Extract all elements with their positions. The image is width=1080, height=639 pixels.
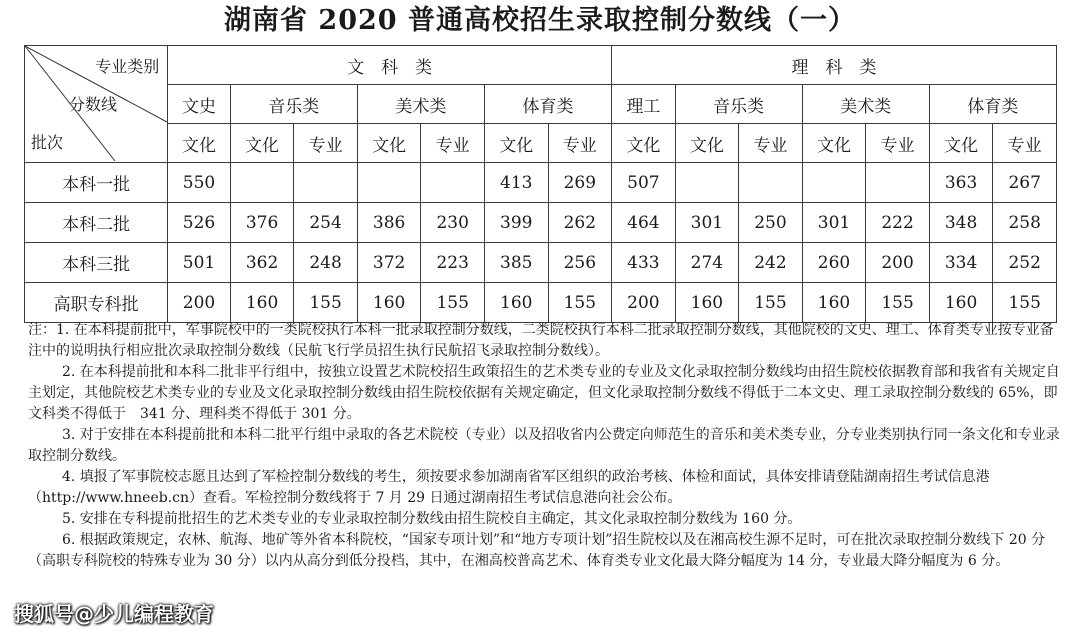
note-6: 6. 根据政策规定，农林、航海、地矿等外省本科院校，“国家专项计划”和“地方专项计划”招生院校以及在湘高校生源不足时，可在批次录取控制分数线下 20 分（高职专科院校的特殊专业为 30 分）以内从高分到低分投档，其中，在湘高校普高艺术、体育类专业文化最大降分幅度为 14 分，专业最大降分幅度为 6 分。 [28, 532, 1046, 569]
score-cell: 372 [357, 243, 421, 283]
batch-label: 本科二批 [25, 203, 168, 243]
note-4: 4. 填报了军事院校志愿且达到了军检控制分数线的考生，须按要求参加湖南省军区组织的政治考核、体检和面试，具体安排请登陆湖南招生考试信息港（http://www.hneeb.cn）查看。军检控制分数线将于 7 月 29 日通过湖南招生考试信息港向社会公布。 [28, 469, 990, 506]
score-cell: 526 [168, 203, 231, 243]
note-1: 注：1. 在本科提前批中，军事院校中的一类院校执行本科一批录取控制分数线，二类院校执行本科二批录取控制分数线，其他院校的文史、理工、体育类专业按专业备注中的说明执行相应批次录取控制分数线（民航飞行学员招生执行民航招飞录取控制分数线）。 [28, 322, 1054, 359]
subsub-header: 文化 [168, 124, 231, 163]
subsub-header: 文化 [802, 124, 866, 163]
score-cell [230, 163, 294, 203]
score-cell [421, 163, 485, 203]
score-cell: 413 [484, 163, 548, 203]
subhead-music-li: 音乐类 [675, 85, 802, 124]
table-row [25, 163, 1057, 203]
note-2: 2. 在本科提前批和本科二批非平行组中，按独立设置艺术院校招生政策招生的艺术类专业的专业及文化录取控制分数线均由招生院校依据教育部和我省有关规定自主划定，其他院校艺术类专业的专业及文化录取控制分数线由招生院校依据有关规定确定，但文化录取控制分数线不得低于二本文史、理工录取控制分数线的 65%，即文科类不得低于 341 分、理科类不得低于 301 分。 [28, 364, 1060, 422]
score-cell: 155 [421, 283, 485, 323]
score-cell: 200 [168, 283, 231, 323]
score-table [24, 45, 1057, 323]
score-cell: 363 [929, 163, 993, 203]
score-cell: 267 [993, 163, 1057, 203]
subhead-wenshi: 文史 [168, 85, 231, 124]
subsub-header: 文化 [484, 124, 548, 163]
score-cell: 260 [802, 243, 866, 283]
score-cell: 501 [168, 243, 231, 283]
table-row [25, 283, 1057, 323]
score-cell: 399 [484, 203, 548, 243]
score-cell: 386 [357, 203, 421, 243]
batch-label: 高职专科批 [25, 283, 168, 323]
score-cell [739, 163, 803, 203]
subhead-ligong: 理工 [612, 85, 676, 124]
score-cell [675, 163, 739, 203]
batch-label: 本科一批 [25, 163, 168, 203]
subhead-art-li: 美术类 [802, 85, 929, 124]
subsub-header: 文化 [357, 124, 421, 163]
score-cell: 155 [993, 283, 1057, 323]
score-cell: 230 [421, 203, 485, 243]
score-cell: 334 [929, 243, 993, 283]
page-title: 湖南省 2020 普通高校招生录取控制分数线（一） [224, 5, 856, 36]
score-cell: 250 [739, 203, 803, 243]
score-cell: 160 [675, 283, 739, 323]
subsub-header: 文化 [929, 124, 993, 163]
score-cell: 262 [548, 203, 612, 243]
score-cell: 348 [929, 203, 993, 243]
score-cell: 274 [675, 243, 739, 283]
score-cell: 155 [294, 283, 358, 323]
score-cell: 376 [230, 203, 294, 243]
subsub-header: 文化 [612, 124, 676, 163]
score-cell: 155 [548, 283, 612, 323]
note-5: 5. 安排在专科提前批招生的艺术类专业的专业录取控制分数线由招生院校自主确定，其文化录取控制分数线为 160 分。 [62, 511, 802, 527]
subhead-sports-wen: 体育类 [484, 85, 611, 124]
score-cell: 464 [612, 203, 676, 243]
score-cell: 222 [866, 203, 930, 243]
batch-label: 本科三批 [25, 243, 168, 283]
corner-score-label: 分数线 [69, 95, 118, 114]
score-cell [866, 163, 930, 203]
score-cell: 301 [675, 203, 739, 243]
subsub-header: 文化 [675, 124, 739, 163]
score-cell: 252 [993, 243, 1057, 283]
score-cell [294, 163, 358, 203]
score-cell: 242 [739, 243, 803, 283]
group-header-li: 理 科 类 [612, 46, 1057, 85]
subsub-header: 文化 [230, 124, 294, 163]
score-cell: 155 [866, 283, 930, 323]
corner-category-label: 专业类别 [95, 57, 160, 76]
score-cell: 301 [802, 203, 866, 243]
score-cell: 223 [421, 243, 485, 283]
subsub-header: 专业 [421, 124, 485, 163]
score-cell: 507 [612, 163, 676, 203]
source-watermark: 搜狐号@少儿编程教育 [14, 602, 214, 626]
score-cell: 258 [993, 203, 1057, 243]
table-row [25, 243, 1057, 283]
score-cell: 248 [294, 243, 358, 283]
subsub-header: 专业 [294, 124, 358, 163]
subsub-header: 专业 [866, 124, 930, 163]
score-cell [802, 163, 866, 203]
score-cell: 256 [548, 243, 612, 283]
table-row [25, 203, 1057, 243]
corner-batch-label: 批次 [31, 133, 64, 152]
score-cell: 385 [484, 243, 548, 283]
subsub-header: 专业 [739, 124, 803, 163]
subsub-header: 专业 [993, 124, 1057, 163]
subhead-sports-li: 体育类 [929, 85, 1056, 124]
score-cell: 160 [929, 283, 993, 323]
group-header-wen: 文 科 类 [168, 46, 612, 85]
score-cell [357, 163, 421, 203]
score-cell: 160 [230, 283, 294, 323]
score-cell: 200 [866, 243, 930, 283]
table-corner-header [25, 46, 168, 163]
score-cell: 362 [230, 243, 294, 283]
score-cell: 550 [168, 163, 231, 203]
notes-section [28, 320, 1062, 572]
score-cell: 160 [484, 283, 548, 323]
note-3: 3. 对于安排在本科提前批和本科二批平行组中录取的各艺术院校（专业）以及招收省内公费定向师范生的音乐和美术类专业，分专业类别执行同一条文化和专业录取控制分数线。 [28, 427, 1060, 464]
subhead-music-wen: 音乐类 [230, 85, 357, 124]
score-cell: 254 [294, 203, 358, 243]
score-cell: 160 [357, 283, 421, 323]
score-cell: 160 [802, 283, 866, 323]
subhead-art-wen: 美术类 [357, 85, 484, 124]
subsub-header: 专业 [548, 124, 612, 163]
score-cell: 155 [739, 283, 803, 323]
score-cell: 433 [612, 243, 676, 283]
score-cell: 200 [612, 283, 676, 323]
score-cell: 269 [548, 163, 612, 203]
